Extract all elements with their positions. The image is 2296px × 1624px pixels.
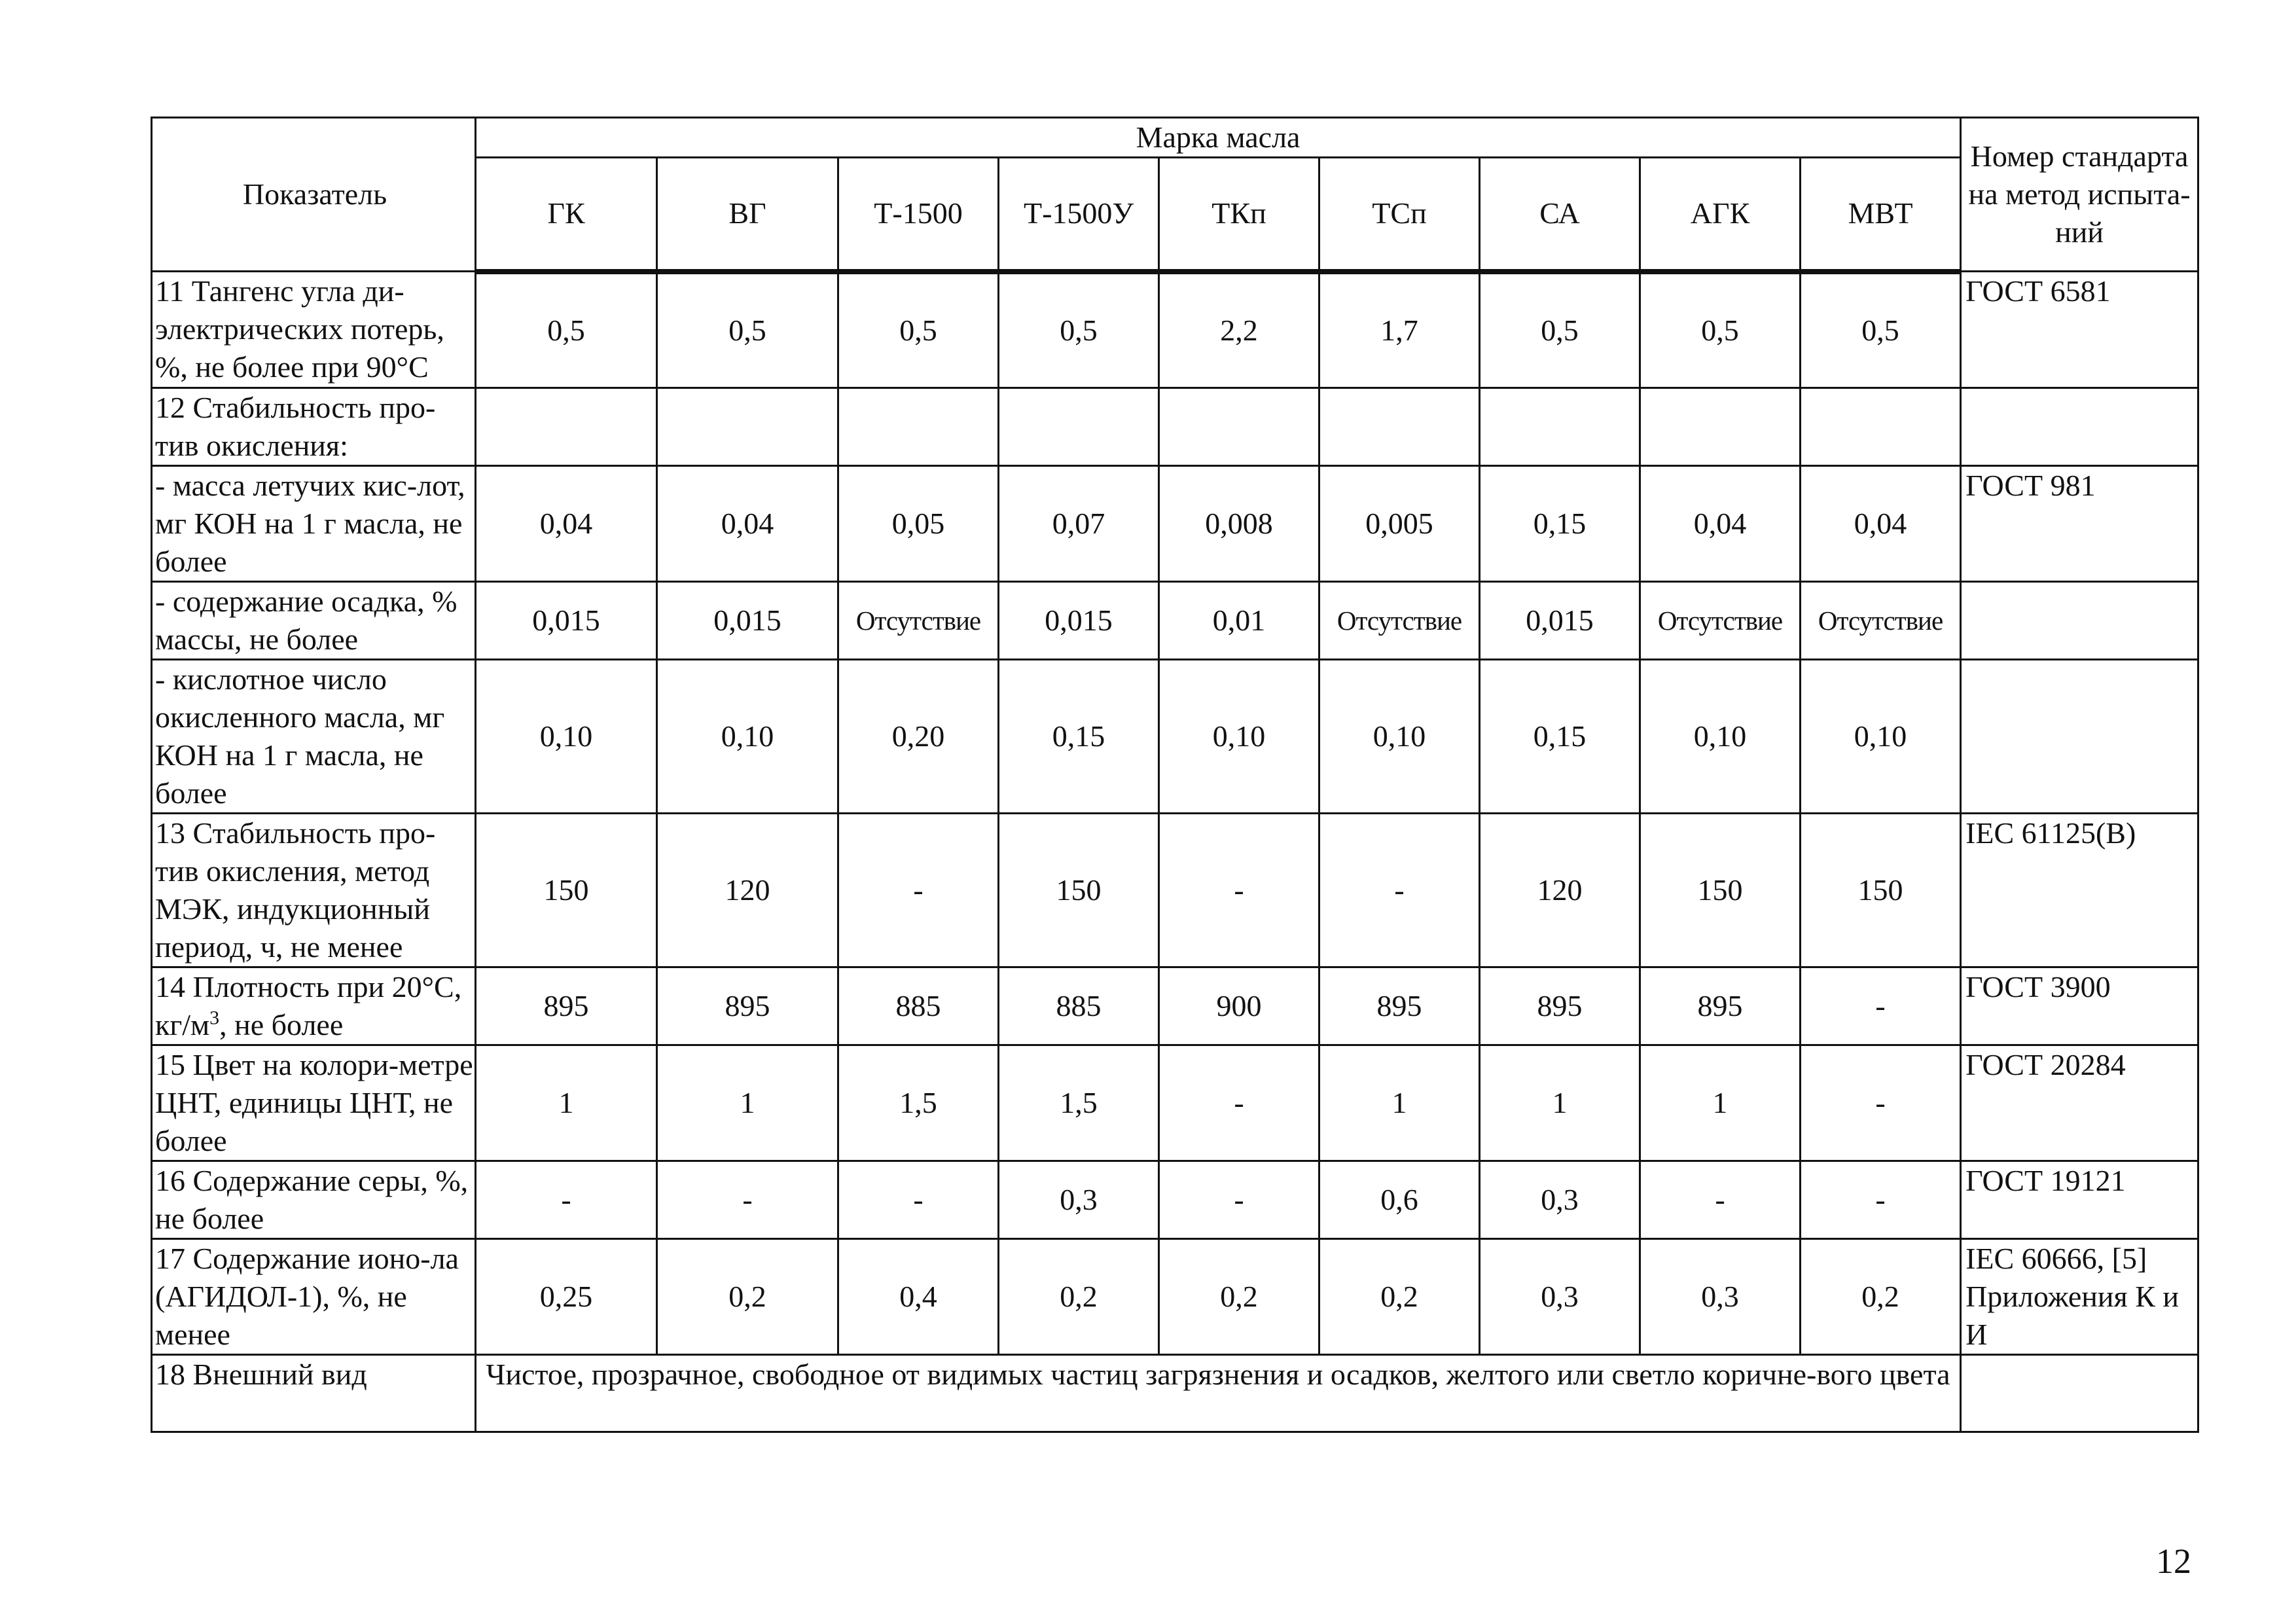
value-cell: 0,05 [838, 466, 999, 582]
value-cell: 1 [1319, 1045, 1480, 1161]
value-cell: - [838, 814, 999, 967]
value-cell: 0,5 [999, 272, 1159, 388]
standard-cell [1961, 1355, 2198, 1432]
value-cell: 120 [657, 814, 838, 967]
indicator-cell: - содержание осадка, % массы, не более [152, 582, 476, 660]
brand-header: СА [1480, 158, 1640, 272]
page-number: 12 [2156, 1542, 2191, 1581]
value-cell: 895 [657, 967, 838, 1045]
table-row [152, 1045, 2198, 1161]
value-cell: 0,15 [999, 660, 1159, 814]
value-cell: 0,3 [1480, 1161, 1640, 1239]
value-cell: 0,015 [999, 582, 1159, 660]
value-cell: 150 [999, 814, 1159, 967]
value-cell: - [1159, 1045, 1319, 1161]
value-cell: 0,5 [1801, 272, 1961, 388]
value-cell: 885 [999, 967, 1159, 1045]
value-cell: 0,4 [838, 1239, 999, 1355]
value-cell: 0,04 [1801, 466, 1961, 582]
indicator-text-suffix: , не более [219, 1008, 344, 1041]
value-cell: 150 [476, 814, 657, 967]
value-cell: - [1159, 1161, 1319, 1239]
indicator-cell: 16 Содержание серы, %, не более [152, 1161, 476, 1239]
value-cell: - [1801, 967, 1961, 1045]
standard-cell: ГОСТ 20284 [1961, 1045, 2198, 1161]
value-cell: 0,20 [838, 660, 999, 814]
table-row [152, 1355, 2198, 1432]
table-row [152, 272, 2198, 388]
oil-specification-table [151, 117, 2199, 1433]
appearance-description: Чистое, прозрачное, свободное от видимых частиц загрязнения и осадков, желтого или светло коричне-вого цвета [476, 1355, 1961, 1432]
value-cell: 0,15 [1480, 660, 1640, 814]
value-cell: 0,10 [1159, 660, 1319, 814]
value-cell: - [1319, 814, 1480, 967]
indicator-text: 14 Плотность при 20°С, кг/м [155, 970, 462, 1041]
indicator-cell: 18 Внешний вид [152, 1355, 476, 1432]
value-cell: 895 [476, 967, 657, 1045]
value-cell: - [1159, 814, 1319, 967]
value-cell: 1 [476, 1045, 657, 1161]
value-cell: Отсутствие [1801, 582, 1961, 660]
value-cell: 0,005 [1319, 466, 1480, 582]
value-cell: 0,015 [657, 582, 838, 660]
brand-header: МВТ [1801, 158, 1961, 272]
superscript-exponent: 3 [209, 1007, 220, 1029]
table-row [152, 466, 2198, 582]
brand-header: ГК [476, 158, 657, 272]
indicator-cell: 15 Цвет на колори-метре ЦНТ, единицы ЦНТ, не более [152, 1045, 476, 1161]
indicator-cell: 11 Тангенс угла ди-электрических потерь, %, не более при 90°С [152, 272, 476, 388]
standard-cell: ГОСТ 6581 [1961, 272, 2198, 388]
value-cell [838, 388, 999, 466]
indicator-cell [152, 967, 476, 1045]
value-cell: 1,5 [999, 1045, 1159, 1161]
value-cell: 0,10 [476, 660, 657, 814]
brand-header: ТСп [1319, 158, 1480, 272]
value-cell: 0,2 [999, 1239, 1159, 1355]
value-cell: 0,5 [657, 272, 838, 388]
value-cell: 0,07 [999, 466, 1159, 582]
value-cell: 0,01 [1159, 582, 1319, 660]
value-cell: 0,2 [1319, 1239, 1480, 1355]
standard-header: Номер стандарта на метод испыта-ний [1961, 118, 2198, 272]
brand-group-header: Марка масла [476, 118, 1961, 158]
brand-header: ВГ [657, 158, 838, 272]
value-cell [1159, 388, 1319, 466]
value-cell: 0,04 [657, 466, 838, 582]
standard-cell: IEC 60666, [5] Приложения К и И [1961, 1239, 2198, 1355]
standard-cell [1961, 660, 2198, 814]
value-cell: 0,6 [1319, 1161, 1480, 1239]
value-cell: 0,2 [1801, 1239, 1961, 1355]
value-cell: 0,5 [1480, 272, 1640, 388]
value-cell: 1,5 [838, 1045, 999, 1161]
value-cell [1319, 388, 1480, 466]
standard-cell: ГОСТ 19121 [1961, 1161, 2198, 1239]
value-cell: 0,15 [1480, 466, 1640, 582]
table-row [152, 1161, 2198, 1239]
value-cell: - [476, 1161, 657, 1239]
value-cell: 1 [1480, 1045, 1640, 1161]
value-cell: 0,10 [1801, 660, 1961, 814]
value-cell: 895 [1480, 967, 1640, 1045]
indicator-cell: - масса летучих кис-лот, мг КОН на 1 г масла, не более [152, 466, 476, 582]
value-cell: 0,2 [1159, 1239, 1319, 1355]
value-cell [476, 388, 657, 466]
table-row [152, 967, 2198, 1045]
value-cell [999, 388, 1159, 466]
value-cell: 0,3 [1640, 1239, 1801, 1355]
brand-header: ТКп [1159, 158, 1319, 272]
value-cell: 0,25 [476, 1239, 657, 1355]
value-cell: 0,2 [657, 1239, 838, 1355]
value-cell: Отсутствие [1319, 582, 1480, 660]
value-cell: - [1640, 1161, 1801, 1239]
value-cell: Отсутствие [1640, 582, 1801, 660]
value-cell: 0,3 [1480, 1239, 1640, 1355]
standard-cell [1961, 388, 2198, 466]
value-cell: 150 [1640, 814, 1801, 967]
value-cell: 895 [1640, 967, 1801, 1045]
value-cell: 0,04 [476, 466, 657, 582]
table-row [152, 582, 2198, 660]
value-cell: 0,04 [1640, 466, 1801, 582]
indicator-cell: 17 Содержание ионо-ла (АГИДОЛ-1), %, не менее [152, 1239, 476, 1355]
value-cell: - [657, 1161, 838, 1239]
value-cell: 0,3 [999, 1161, 1159, 1239]
table-row [152, 1239, 2198, 1355]
value-cell: 1 [657, 1045, 838, 1161]
value-cell: 0,10 [1640, 660, 1801, 814]
table-row [152, 814, 2198, 967]
value-cell: 0,015 [1480, 582, 1640, 660]
value-cell: 0,5 [476, 272, 657, 388]
brand-header: АГК [1640, 158, 1801, 272]
value-cell: 150 [1801, 814, 1961, 967]
value-cell: 0,015 [476, 582, 657, 660]
value-cell: - [838, 1161, 999, 1239]
standard-cell: ГОСТ 981 [1961, 466, 2198, 582]
indicator-cell: 13 Стабильность про-тив окисления, метод МЭК, индукционный период, ч, не менее [152, 814, 476, 967]
value-cell [1640, 388, 1801, 466]
standard-cell [1961, 582, 2198, 660]
standard-cell: ГОСТ 3900 [1961, 967, 2198, 1045]
value-cell: 0,5 [838, 272, 999, 388]
value-cell: 900 [1159, 967, 1319, 1045]
brand-header: Т-1500У [999, 158, 1159, 272]
table-row [152, 660, 2198, 814]
table-row [152, 388, 2198, 466]
value-cell: 0,5 [1640, 272, 1801, 388]
value-cell: Отсутствие [838, 582, 999, 660]
indicator-cell: - кислотное число окисленного масла, мг КОН на 1 г масла, не более [152, 660, 476, 814]
value-cell [1801, 388, 1961, 466]
brand-header: Т-1500 [838, 158, 999, 272]
indicator-header: Показатель [152, 118, 476, 272]
value-cell: - [1801, 1045, 1961, 1161]
value-cell: 885 [838, 967, 999, 1045]
value-cell: 0,008 [1159, 466, 1319, 582]
value-cell: 1,7 [1319, 272, 1480, 388]
value-cell: - [1801, 1161, 1961, 1239]
value-cell: 1 [1640, 1045, 1801, 1161]
value-cell [1480, 388, 1640, 466]
indicator-cell: 12 Стабильность про-тив окисления: [152, 388, 476, 466]
value-cell: 895 [1319, 967, 1480, 1045]
value-cell [657, 388, 838, 466]
value-cell: 0,10 [657, 660, 838, 814]
value-cell: 0,10 [1319, 660, 1480, 814]
value-cell: 2,2 [1159, 272, 1319, 388]
standard-cell: IEC 61125(B) [1961, 814, 2198, 967]
value-cell: 120 [1480, 814, 1640, 967]
